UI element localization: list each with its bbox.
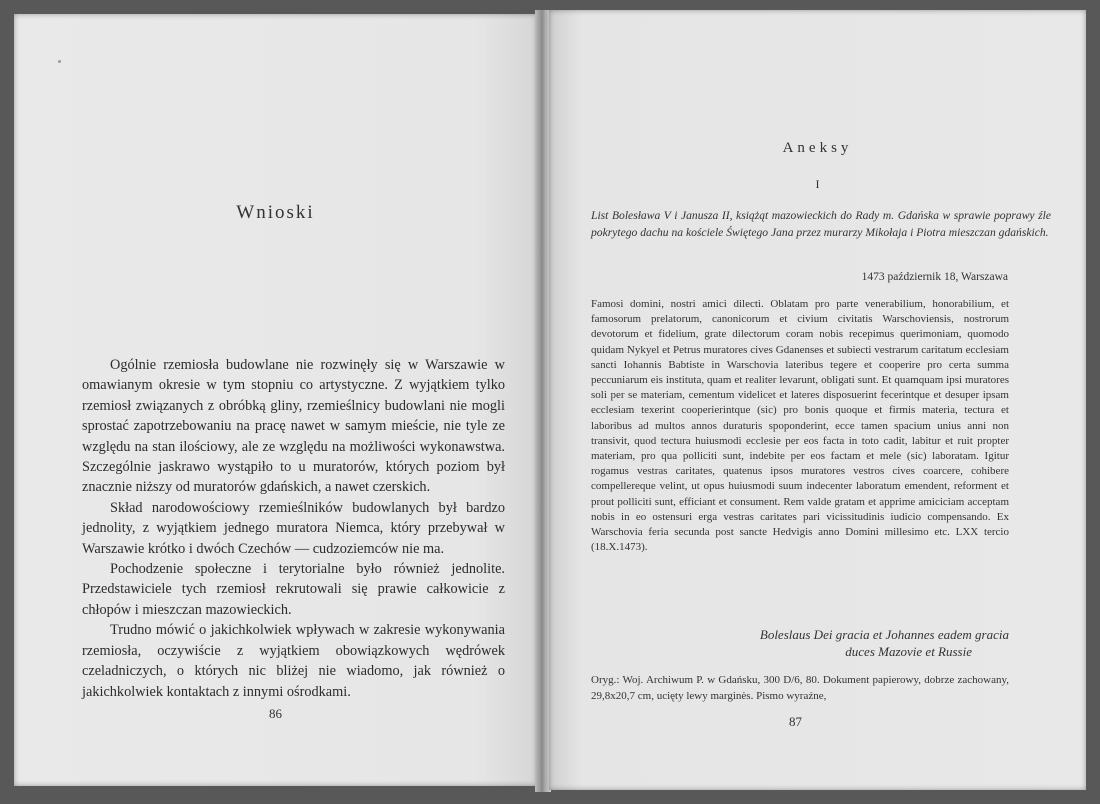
latin-letter-text (591, 297, 1009, 555)
dateline: 1473 październik 18, Warszawa (861, 271, 1008, 283)
paragraph: Pochodzenie społeczne i terytorialne było również jednolite. Przedstawiciele tych rzemiosł rekrutowali się prawie całkowicie z chłopów i mieszczan mazowieckich. (82, 561, 505, 618)
provenance-note (591, 672, 1009, 704)
section-number: I (815, 177, 820, 191)
page-number-right: 87 (789, 714, 802, 729)
paragraph: Ogólnie rzemiosła budowlane nie rozwinęły się w Warszawie w omawianym okresie w tym stopniu co artystyczne. Z wyjątkiem tylko rzemiosł związanych z obróbką gliny, rzemieślnicy budowlani nie mogli sprostać zapotrzebowaniu na pracę nawet w samym mieście, nie tyle ze względu na stan ilościowy, ale ze względu na możliwości wykonawstwa. Szczególnie jaskrawo wystąpiło to u muratorów, których poziom był znacznie niższy od muratorów gdańskich, a nawet czerskich. (82, 357, 505, 496)
latin-paragraph: Famosi domini, nostri amici dilecti. Oblatam pro parte venerabilium, honorabilium, et famosorum prelatorum, canonicorum et civium civitatis Warschoviensis, nostrorum devotorum et fidelium, grate dilectorum coram nobis recepimus querimoniam, quomodo quidam Nykyel et Petrus muratores cives Gdanenses et subiecti vestrarum caritatum ecclesiam sancti Iohannis Babtiste in Warschovia lateribus tegere et cooperire pro certa summa peccuniarum eis instituta, quam et realiter levarunt, obligati sunt. Et quamquam ipsi muratores soli per se materiam, cementum videlicet et lateres disposuerint fecerintque et desuper ipsam ecclesiam texerint cooperierintque (sic) pro bonis quoque et firmis materia, tectura et laboribus ad multos annos duraturis spoponderint, ecce tamen spacium unius anni non transivit, quod tectura huiusmodi ecclesie per eos facta in toto cadit, labitur et ruit propter materiam, pro qua polliciti sunt, indebite per eos factam et mele (sic) laboratam. Igitur rogamus vestras caritates, quatenus ipsos muratores vestros cives coarcere, cohibere compellereque velint, ut opus huiusmodi suum indecenter laboratum emendent, reforment et prout polliciti sunt, efficiant et consument. Rem valde gratam et apprime amiciciam acceptam nobis in eo ostensuri erga vestras caritates pari vicissitudinis iudicio compensando. Ex Warschovia feria secunda post sancte Hedvigis anno Domini millesimo etc. LXX tercio (18.X.1473). (591, 298, 1009, 554)
left-page (14, 14, 537, 786)
provenance-text: Oryg.: Woj. Archiwum P. w Gdańsku, 300 D/6, 80. Dokument papierowy, dobrze zachowany, 29,8x20,7 cm, ucięty lewy marginės. Pismo wyraźne, (591, 674, 1009, 702)
conclusions-text (82, 355, 505, 702)
paragraph: Trudno mówić o jakichkolwiek wpływach w zakresie wykonywania rzemiosła, oczywiście z wyjątkiem obowiązkowych wędrówek czeladniczych, o których nic bliżej nie wiadomo, jak również o jakichkolwiek kontaktach z innymi ośrodkami. (82, 622, 505, 700)
paragraph: Skład narodowościowy rzemieślników budowlanych był bardzo jednolity, z wyjątkiem jednego muratora Niemca, który przebywał w Warszawie krótko i dwóch Czechów — cudzoziemców nie ma. (82, 499, 505, 557)
paper-speck (58, 60, 61, 63)
document-title: List Bolesława V i Janusza II, książąt mazowieckich do Rady m. Gdańska w sprawie poprawy źle pokrytego dachu na kościele Świętego Jana przez murarzy Mikołaja i Piotra mieszczan gdańskich. (591, 209, 1051, 239)
signature-block (591, 626, 1009, 660)
signature-line: Boleslaus Dei gracia et Johannes eadem gracia (759, 627, 1009, 642)
chapter-heading: Wnioski (236, 202, 315, 223)
page-number-left: 86 (269, 706, 282, 721)
signature-line: duces Mazovie et Russie (845, 644, 972, 659)
annex-heading: Aneksy (782, 140, 853, 156)
right-page (549, 10, 1086, 790)
